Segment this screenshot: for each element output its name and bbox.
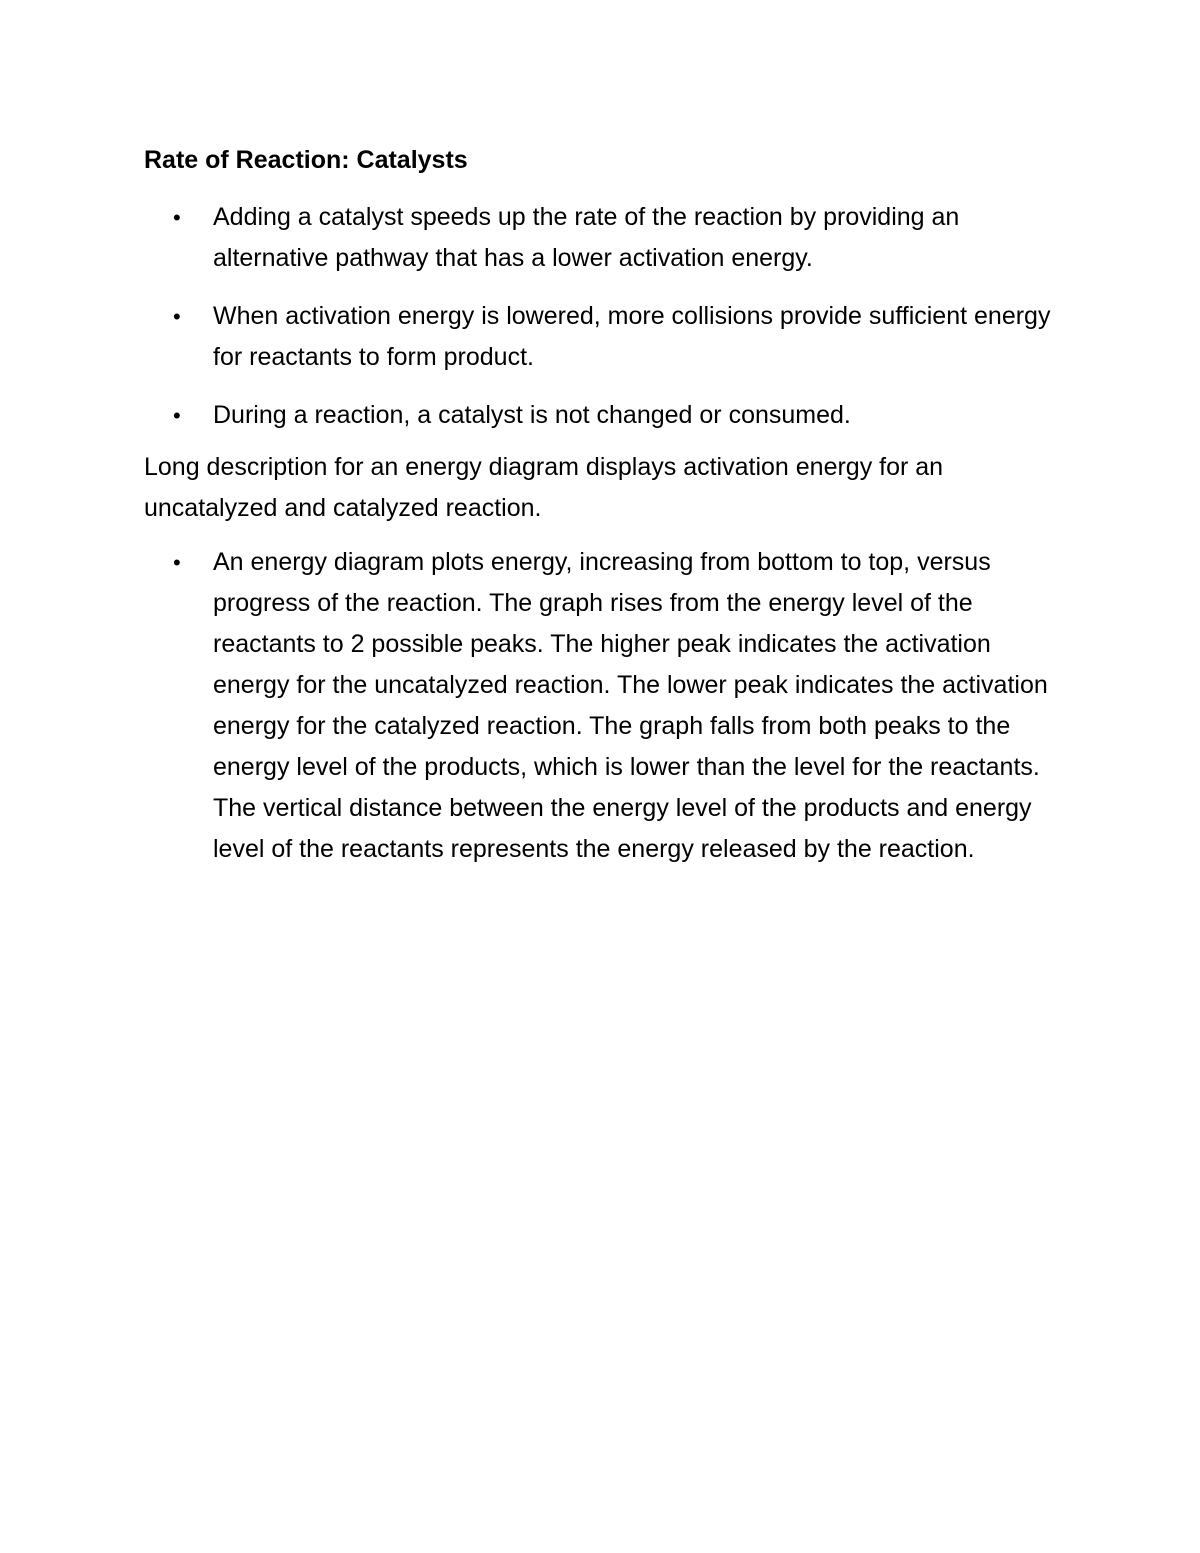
bullet-text: An energy diagram plots energy, increasing from bottom to top, versus progress of the reaction. The graph rises from the energy level of the reactants to 2 possible peaks. The higher peak indicates the activation energy for the uncatalyzed reaction. The lower peak indicates the activation energy for the catalyzed reaction. The graph falls from both peaks to the energy level of the products, which is lower than the level for the reactants. The vertical distance between the energy level of the products and energy level of the reactants represents the energy released by the reaction. — [213, 548, 1048, 863]
bullet-icon: • — [173, 304, 181, 329]
document-title: Rate of Reaction: Catalysts — [144, 146, 468, 174]
bullet-text: Adding a catalyst speeds up the rate of the reaction by providing an alternative pathway that has a lower activation energy. — [213, 203, 960, 272]
list-item — [144, 542, 1064, 870]
bullet-text: When activation energy is lowered, more collisions provide sufficient energy for reactants to form product. — [213, 302, 1051, 371]
bullet-icon: • — [173, 403, 181, 428]
document-content — [144, 140, 1064, 870]
list-item — [144, 395, 1064, 436]
list-item — [144, 296, 1064, 378]
bullet-icon: • — [173, 205, 181, 230]
long-description-heading: Long description for an energy diagram displays activation energy for an uncatalyzed and catalyzed reaction. — [144, 453, 944, 522]
bullet-text: During a reaction, a catalyst is not changed or consumed. — [213, 401, 851, 429]
bullet-icon: • — [173, 550, 181, 575]
list-item — [144, 197, 1064, 279]
catalyst-bullet-list — [144, 197, 1064, 436]
energy-diagram-description-list — [144, 542, 1064, 870]
